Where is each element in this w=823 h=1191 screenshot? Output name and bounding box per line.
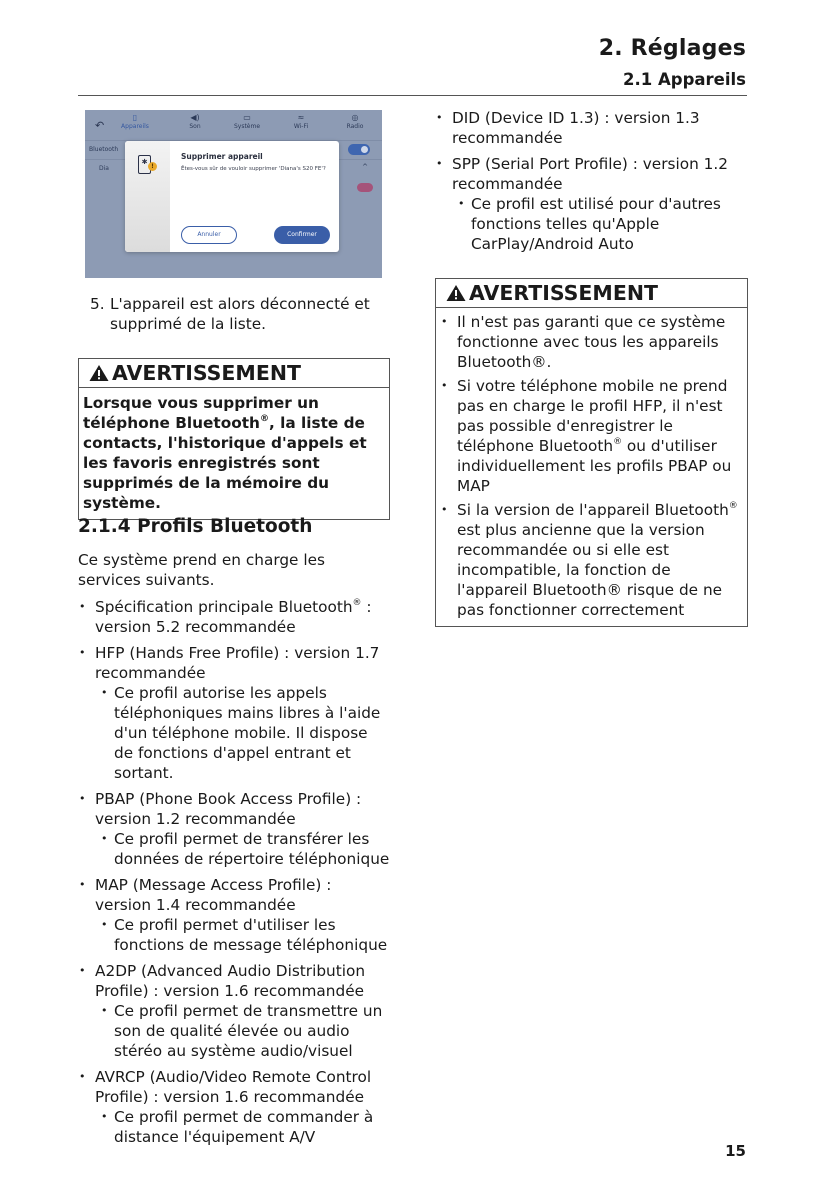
warning-badge-icon: ! (148, 162, 157, 171)
section-title: 2.1 Appareils (623, 70, 746, 89)
dialog-title: Supprimer appareil (181, 152, 263, 161)
step-number: 5. (90, 295, 105, 313)
profile-list-left (78, 597, 390, 1153)
warning-header (436, 279, 747, 308)
page-number: 15 (725, 1142, 746, 1160)
bluetooth-toggle (348, 144, 370, 155)
nav-systeme: ▭ Système (227, 113, 267, 130)
back-icon: ↶ (95, 119, 105, 132)
warning-header (79, 359, 389, 388)
step-5 (90, 294, 390, 334)
profile-item: • Spécification principale Bluetooth® : version 5.2 recommandée (78, 597, 390, 637)
wifi-icon: ≈ (297, 113, 305, 122)
system-icon: ▭ (243, 113, 251, 122)
profile-subitem: • Ce profil permet de commander à distance l'équipement A/V (95, 1107, 390, 1147)
chapter-title: 2. Réglages (598, 36, 746, 61)
profile-item: • AVRCP (Audio/Video Remote Control Profile) : version 1.6 recommandée • Ce profil permet de commander à distance l'équipement A/V (78, 1067, 390, 1147)
profile-item: • DID (Device ID 1.3) : version 1.3 recommandée (435, 108, 748, 148)
nav-son: ◀) Son (175, 113, 215, 130)
chevron-up-icon: ^ (362, 163, 368, 171)
intro-paragraph: Ce système prend en charge les services suivants. (78, 551, 325, 589)
delete-device-dialog (125, 141, 339, 252)
nav-appareils: ▯ Appareils (115, 113, 155, 130)
profile-subitem: • Ce profil permet de transmettre un son de qualité élevée ou audio stéréo au système audio/visuel (95, 1001, 390, 1061)
cancel-button: Annuler (181, 226, 237, 244)
profile-item: • MAP (Message Access Profile) : version 1.4 recommandée • Ce profil permet d'utiliser les fonctions de message téléphonique (78, 875, 390, 955)
step-text: L'appareil est alors déconnecté et supprimé de la liste. (110, 295, 370, 333)
radio-icon: ◎ (351, 113, 359, 122)
profile-item: • HFP (Hands Free Profile) : version 1.7 recommandée • Ce profil autorise les appels téléphoniques mains libres à l'aide d'un téléphone mobile. Il dispose de fonctions d'appel entrant et sortant. (78, 643, 390, 783)
header-divider (78, 95, 747, 96)
warning-box-compatibility (435, 278, 748, 627)
device-screenshot (85, 110, 382, 278)
warning-title: AVERTISSEMENT (112, 361, 301, 385)
profile-item: • SPP (Serial Port Profile) : version 1.2 recommandée • Ce profil est utilisé pour d'autres fonctions telles qu'Apple CarPlay/Android Auto (435, 154, 748, 254)
profile-list-right (435, 108, 748, 254)
profile-subitem: • Ce profil autorise les appels téléphoniques mains libres à l'aide d'un téléphone mobile. Il dispose de fonctions d'appel entrant et sortant. (95, 683, 390, 783)
profile-item: • PBAP (Phone Book Access Profile) : version 1.2 recommandée • Ce profil permet de transférer les données de répertoire téléphonique (78, 789, 390, 869)
warning-item: • Il n'est pas garanti que ce système fonctionne avec tous les appareils Bluetooth®. (436, 312, 743, 372)
profile-subitem: • Ce profil est utilisé pour d'autres fonctions telles qu'Apple CarPlay/Android Auto (452, 194, 748, 254)
profile-subitem: • Ce profil permet de transférer les données de répertoire téléphonique (95, 829, 390, 869)
delete-device-icon (357, 183, 373, 192)
subsection-title: 2.1.4 Profils Bluetooth (78, 516, 313, 537)
warning-item: • Si la version de l'appareil Bluetooth® est plus ancienne que la version recommandée ou si elle est incompatible, la fonction de l'appareil Bluetooth® risque de ne pas fonctionner correctement (436, 500, 743, 620)
devices-icon: ▯ (132, 113, 138, 122)
profile-item: • A2DP (Advanced Audio Distribution Profile) : version 1.6 recommandée • Ce profil permet de transmettre un son de qualité élevée ou audio stéréo au système audio/visuel (78, 961, 390, 1061)
dialog-icon-panel (125, 141, 170, 252)
confirm-button: Confirmer (274, 226, 330, 244)
profile-subitem: • Ce profil permet d'utiliser les fonctions de message téléphonique (95, 915, 390, 955)
dialog-message: Êtes-vous sûr de vouloir supprimer 'Diana's S20 FE'? (181, 166, 326, 172)
nav-wifi: ≈ Wi-Fi (281, 113, 321, 130)
warning-list (436, 312, 743, 620)
left-column (78, 110, 390, 1146)
right-column (435, 108, 748, 627)
warning-triangle-icon (89, 364, 109, 382)
speaker-icon: ◀) (190, 113, 200, 122)
warning-box-delete (78, 358, 390, 520)
nav-radio: ◎ Radio (335, 113, 375, 130)
warning-text: Lorsque vous supprimer un téléphone Bluetooth®, la liste de contacts, l'historique d'appels et les favoris enregistrés sont supprimés de la mémoire du système. (83, 394, 367, 512)
warning-triangle-icon (446, 284, 466, 302)
warning-item: • Si votre téléphone mobile ne prend pas en charge le profil HFP, il n'est pas possible d'enregistrer le téléphone Bluetooth® ou d'utiliser individuellement les profils PBAP ou MAP (436, 376, 743, 496)
bluetooth-row: Bluetooth (85, 140, 382, 160)
bluetooth-phone-icon: ✱ (138, 155, 151, 174)
warning-title: AVERTISSEMENT (469, 281, 658, 305)
device-row: Dia (85, 159, 382, 179)
